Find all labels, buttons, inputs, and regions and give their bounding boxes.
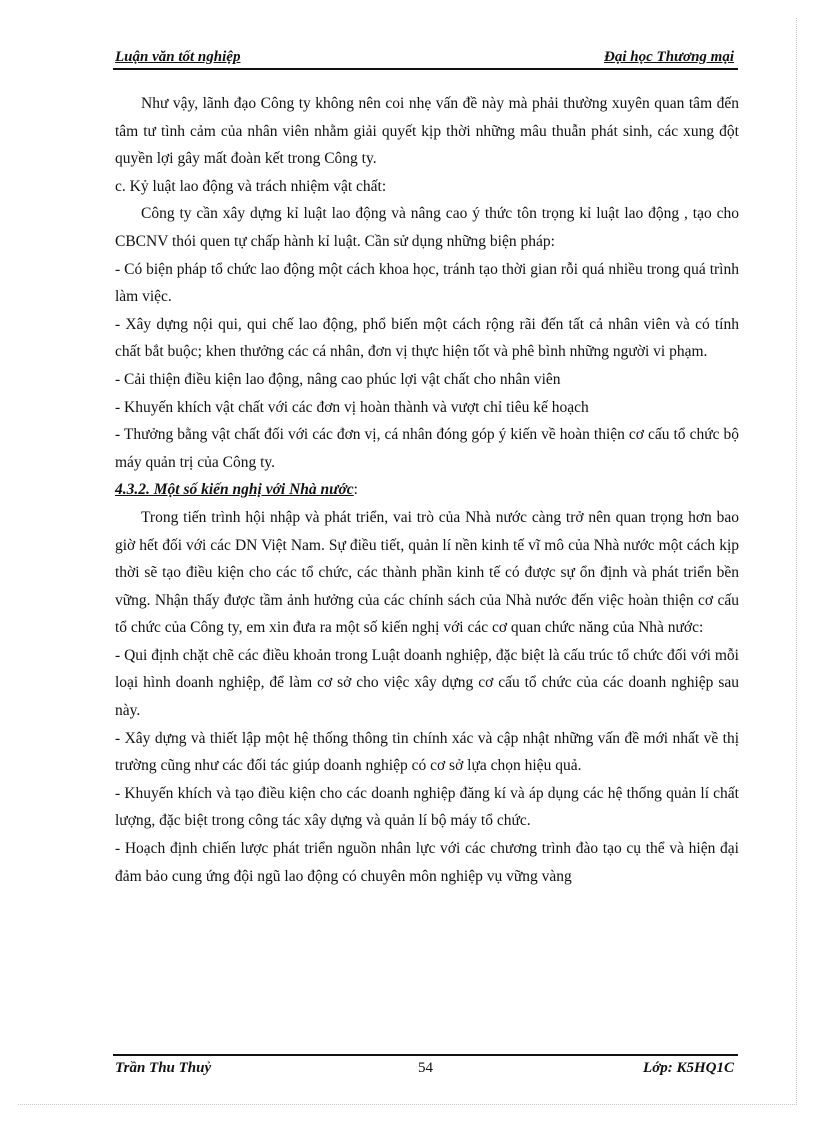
bullet-item: - Cải thiện điều kiện lao động, nâng cao phúc lợi vật chất cho nhân viên (115, 370, 561, 388)
bullet-item: - Qui định chặt chẽ các điều khoản trong Luật doanh nghiệp, đặc biệt là cấu trúc tổ chức đối với mỗi loại hình doanh nghiệp, để làm cơ sở cho việc xây dựng cơ cấu tổ chức của các doanh nghiệp sau này. (115, 646, 739, 720)
section-title: 4.3.2. Một số kiến nghị với Nhà nước (115, 481, 354, 499)
paragraph: Công ty cần xây dựng kỉ luật lao động và nâng cao ý thức tôn trọng kỉ luật lao động , tạo cho CBCNV thói quen tự chấp hành kỉ luật. Cần sử dụng những biện pháp: (115, 205, 739, 250)
page-number: 54 (418, 1060, 433, 1076)
section-title-suffix: : (353, 481, 358, 499)
page-header (113, 46, 738, 70)
document-body (115, 90, 739, 890)
bullet-item: - Thưởng bằng vật chất đối với các đơn vị, cá nhân đóng góp ý kiến về hoàn thiện cơ cấu tổ chức bộ máy quản trị của Công ty. (115, 426, 739, 471)
bullet-item: - Khuyến khích và tạo điều kiện cho các doanh nghiệp đăng kí và áp dụng các hệ thống quản lí chất lượng, đặc biệt trong công tác xây dựng và quản lí bộ máy tổ chức. (115, 784, 739, 830)
bullet-item: - Xây dựng nội qui, qui chế lao động, phổ biến một cách rộng rãi đến tất cả nhân viên và có tính chất bắt buộc; khen thưởng các cá nhân, đơn vị thực hiện tốt và phê bình những người vi phạm. (115, 315, 739, 361)
header-university-label: Đại học Thương mại (604, 49, 734, 65)
subsection-heading: c. Kỷ luật lao động và trách nhiệm vật chất: (115, 177, 387, 195)
header-thesis-label: Luận văn tốt nghiệp (115, 49, 241, 65)
bullet-item: - Hoạch định chiến lược phát triển nguồn nhân lực với các chương trình đào tạo cụ thể và hiện đại đảm bảo cung ứng đội ngũ lao động có chuyên môn nghiệp vụ vững vàng (115, 840, 739, 885)
footer-author: Trần Thu Thuỷ (115, 1060, 212, 1076)
page-footer (113, 1054, 738, 1080)
paragraph: Như vậy, lãnh đạo Công ty không nên coi nhẹ vấn đề này mà phải thường xuyên quan tâm đến tâm tư tình cảm của nhân viên nhằm giải quyết kịp thời những mâu thuẫn phát sinh, các xung đột quyền lợi gây mất đoàn kết trong Công ty. (115, 95, 739, 168)
bullet-item: - Khuyến khích vật chất với các đơn vị hoàn thành và vượt chỉ tiêu kế hoạch (115, 398, 589, 416)
bullet-item: - Xây dựng và thiết lập một hệ thống thông tin chính xác và cập nhật những vấn đề mới nhất về thị trường cũng như các đối tác giúp doanh nghiệp có cơ sở lựa chọn hiệu quả. (115, 729, 739, 775)
paragraph: Trong tiến trình hội nhập và phát triển, vai trò của Nhà nước càng trở nên quan trọng hơn bao giờ hết đối với các DN Việt Nam. Sự điều tiết, quản lí nền kinh tế vĩ mô của Nhà nước một cách kịp thời sẽ tạo điều kiện cho các tổ chức, các thành phần kinh tế có được sự ổn định và phát triển bền vững. Nhận thấy được tầm ảnh hưởng của các chính sách của Nhà nước đến việc hoàn thiện cơ cấu tổ chức của Công ty, em xin đưa ra một số kiến nghị với các cơ quan chức năng của Nhà nước: (115, 508, 739, 637)
footer-class: Lớp: K5HQ1C (643, 1060, 734, 1076)
section-heading (115, 476, 739, 504)
bullet-item: - Có biện pháp tổ chức lao động một cách khoa học, tránh tạo thời gian rỗi quá nhiều trong quá trình làm việc. (115, 260, 739, 306)
